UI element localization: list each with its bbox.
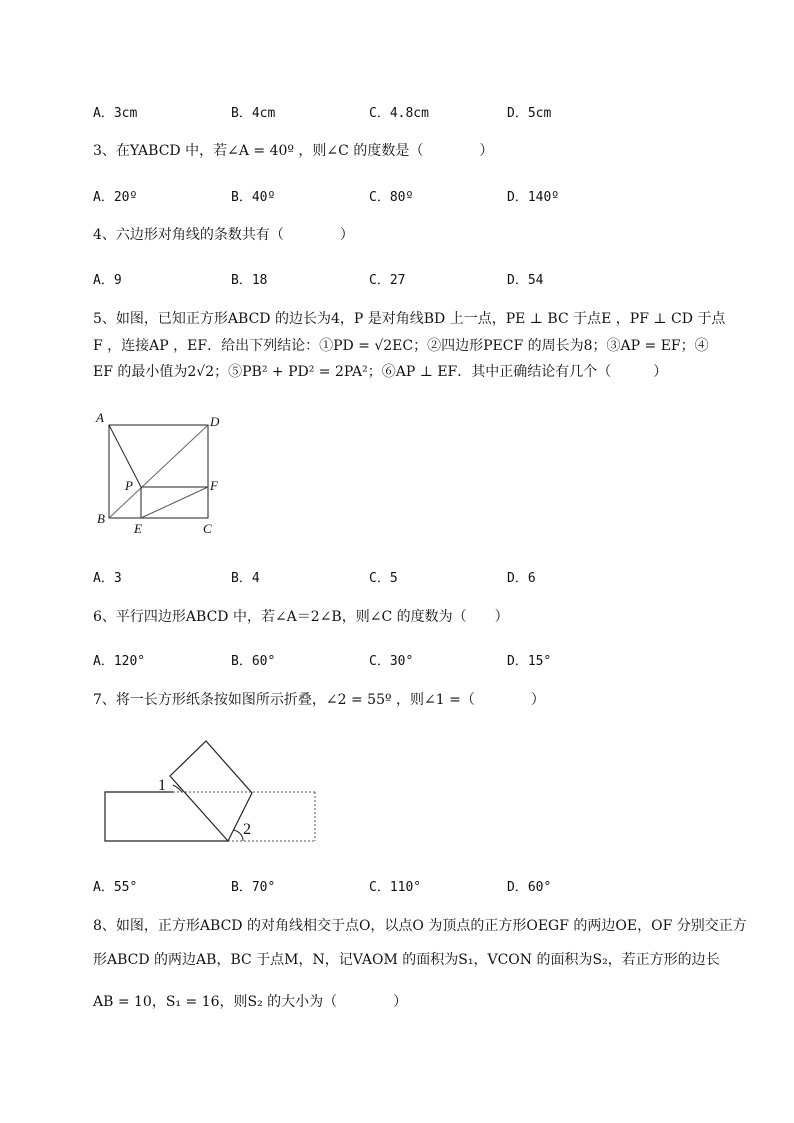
label-b: B <box>97 511 105 526</box>
label-a: A <box>96 410 104 425</box>
q8-question-line1: 8、如图，正方形ABCD 的对角线相交于点O，以点O 为顶点的正方形OEGF 的两边OE，OF 分别交正方 <box>93 918 747 934</box>
q2-option-b: B．4cm <box>231 106 276 121</box>
q7-question: 7、将一长方形纸条按如图所示折叠，∠2 = 55º ，则∠1 =（ ） <box>93 692 545 708</box>
label-p: P <box>125 478 133 493</box>
q8-question-line3: AB = 10，S₁ = 16，则S₂ 的大小为（ ） <box>93 994 408 1010</box>
strip-left-part <box>105 792 228 841</box>
q5-option-c: C．5 <box>369 571 398 586</box>
q8-question-line2: 形ABCD 的两边AB，BC 于点M，N，记VAOM 的面积为S₁，VCON 的面积为S₂，若正方形的边长 <box>93 952 720 968</box>
q4-option-a: A．9 <box>93 273 122 288</box>
label-d: D <box>210 414 220 429</box>
diagonal-bd <box>109 425 208 518</box>
q7-option-d: D．60° <box>507 880 552 895</box>
q5-question-line2: F ，连接AP ，EF．给出下列结论：①PD = √2EC；②四边形PECF 的周长为8；③AP = EF；④ <box>93 338 709 354</box>
q5-question-line3: EF 的最小值为2√2；⑤PB² + PD² = 2PA²；⑥AP ⊥ EF．其中正确结论有几个（ ） <box>93 364 668 380</box>
q3-question: 3、在YABCD 中，若∠A = 40º ，则∠C 的度数是（ ） <box>93 143 494 159</box>
q6-option-c: C．30° <box>369 654 414 669</box>
label-e: E <box>134 521 142 536</box>
q5-option-b: B．4 <box>231 571 260 586</box>
q2-option-c: C．4.8cm <box>369 106 429 121</box>
q5-option-a: A．3 <box>93 571 122 586</box>
q6-option-d: D．15° <box>507 654 552 669</box>
q3-option-b: B．40º <box>231 190 276 205</box>
angle-2-label: 2 <box>243 821 251 838</box>
q6-option-b: B．60° <box>231 654 276 669</box>
q7-option-c: C．110° <box>369 880 422 895</box>
label-c: C <box>203 521 212 536</box>
q7-folded-strip-figure <box>100 738 330 848</box>
angle-2-arc <box>234 830 243 841</box>
q2-option-a: A．3cm <box>93 106 138 121</box>
q6-option-a: A．120° <box>93 654 146 669</box>
q6-question: 6、平行四边形ABCD 中，若∠A＝2∠B，则∠C 的度数为（ ） <box>93 609 509 625</box>
q4-question: 4、六边形对角线的条数共有（ ） <box>93 227 354 243</box>
label-f: F <box>210 478 218 493</box>
q2-option-d: D．5cm <box>507 106 552 121</box>
q4-option-b: B．18 <box>231 273 268 288</box>
q5-question-line1: 5、如图，已知正方形ABCD 的边长为4，P 是对角线BD 上一点，PE ⊥ BC 于点E ，PF ⊥ CD 于点 <box>93 311 726 327</box>
angle-1-label: 1 <box>158 777 166 794</box>
q3-option-c: C．80º <box>369 190 414 205</box>
q4-option-c: C．27 <box>369 273 406 288</box>
q7-option-b: B．70° <box>231 880 276 895</box>
q3-option-a: A．20º <box>93 190 138 205</box>
q7-option-a: A．55° <box>93 880 138 895</box>
q5-option-d: D．6 <box>507 571 536 586</box>
segment-ef <box>141 487 208 518</box>
q5-square-figure <box>90 410 230 540</box>
folded-flap <box>170 741 252 841</box>
q3-option-d: D．140º <box>507 190 560 205</box>
q4-option-d: D．54 <box>507 273 544 288</box>
